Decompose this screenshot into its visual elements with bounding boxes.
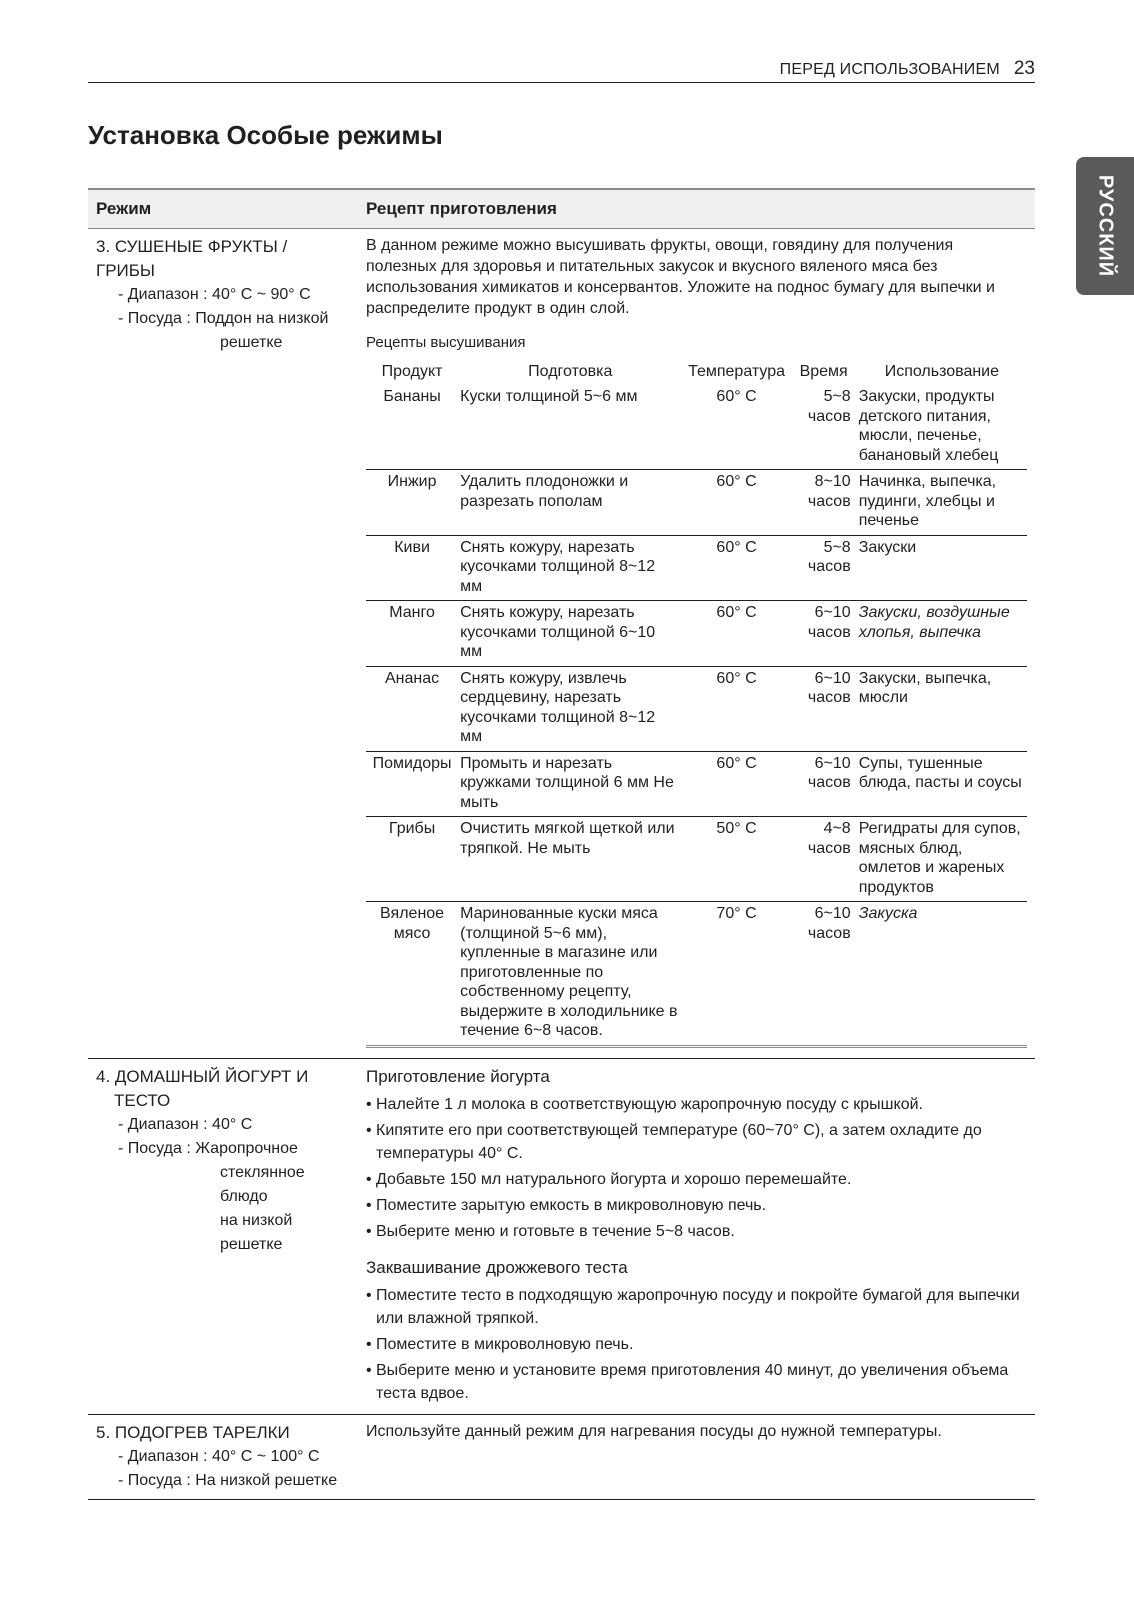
column-header-recipe: Рецепт приготовления (358, 189, 1035, 229)
mode-dish: - Посуда : Жаропрочное (118, 1139, 298, 1157)
list-item: • Поместите в микроволновую печь. (366, 1333, 1027, 1356)
drying-row (366, 817, 1027, 902)
drying-row (366, 385, 1027, 470)
recipe-cell (358, 1058, 1035, 1414)
mode-cell (88, 1414, 358, 1499)
drying-product: Инжир (366, 470, 458, 536)
drying-use: Закуски, выпечка, мюсли (857, 666, 1027, 751)
mode-dish: - Посуда : Поддон на низкой (118, 310, 329, 327)
plate-warming-text: Используйте данный режим для нагревания посуды до нужной температуры. (366, 1422, 942, 1440)
drying-time: 5~8 часов (791, 535, 857, 601)
drying-temp: 50° C (682, 817, 790, 902)
drying-recipes-table (366, 359, 1027, 1048)
drying-product: Бананы (366, 385, 458, 470)
dough-title: Заквашивание дрожжевого теста (366, 1257, 628, 1277)
list-item: • Добавьте 150 мл натурального йогурта и хорошо перемешайте. (366, 1168, 1027, 1191)
list-item: • Поместите тесто в подходящую жаропрочную посуду и покройте бумагой для выпечки или влажной тряпкой. (366, 1284, 1027, 1330)
special-modes-table (88, 188, 1035, 1500)
mode-dish-continued: стеклянное блюдо (220, 1163, 305, 1205)
drying-prep: Снять кожуру, нарезать кусочками толщиной 8~12 мм (458, 535, 682, 601)
list-item: • Налейте 1 л молока в соответствующую жаропрочную посуду с крышкой. (366, 1093, 1027, 1116)
drying-time: 6~10 часов (791, 751, 857, 817)
drying-col-product: Продукт (381, 363, 443, 380)
drying-col-use: Использование (884, 363, 1000, 380)
page-title: Установка Особые режимы (88, 120, 443, 150)
table-header-row (88, 189, 1035, 229)
language-tab-label: РУССКИЙ (1094, 174, 1117, 278)
page-header (88, 56, 1035, 83)
drying-use: Регидраты для супов, мясных блюд, омлетов и жареных продуктов (857, 817, 1027, 902)
drying-use: Закуски, воздушные хлопья, выпечка (857, 601, 1027, 667)
drying-prep: Промыть и нарезать кружками толщиной 6 мм Не мыть (458, 751, 682, 817)
language-tab (1076, 157, 1134, 295)
drying-col-time: Время (799, 363, 848, 380)
yogurt-title: Приготовление йогурта (366, 1066, 550, 1086)
drying-prep: Удалить плодоножки и разрезать пополам (458, 470, 682, 536)
list-item: • Выберите меню и установите время приготовления 40 минут, до увеличения объема теста вдвое. (366, 1359, 1027, 1405)
recipe-intro: В данном режиме можно высушивать фрукты, овощи, говядину для получения полезных для здоровья и питательных закусок и вкусного вяленого мяса без использования химикатов и консервантов. Уложите на поднос бумагу для выпечки и распределите продукт в один слой. (366, 237, 995, 317)
drying-product: Ананас (366, 666, 458, 751)
mode-dish-continued: решетке (220, 334, 283, 351)
drying-row (366, 902, 1027, 1047)
list-item: • Кипятите его при соответствующей температуре (60~70° C), а затем охладите до температуры 40° C. (366, 1119, 1027, 1165)
drying-row (366, 751, 1027, 817)
drying-temp: 60° C (682, 751, 790, 817)
mode-dish-continued: на низкой решетке (220, 1211, 293, 1253)
drying-temp: 60° C (682, 535, 790, 601)
drying-prep: Снять кожуру, нарезать кусочками толщиной 6~10 мм (458, 601, 682, 667)
dough-steps (366, 1284, 1027, 1405)
drying-temp: 60° C (682, 666, 790, 751)
column-header-mode: Режим (88, 189, 358, 229)
recipe-cell (358, 229, 1035, 1059)
yogurt-steps (366, 1093, 1027, 1243)
drying-product: Манго (366, 601, 458, 667)
recipe-cell (358, 1414, 1035, 1499)
list-item: • Выберите меню и готовьте в течение 5~8 часов. (366, 1220, 1027, 1243)
drying-use: Закуска (857, 902, 1027, 1047)
drying-header-row (366, 359, 1027, 385)
mode-row-plate-warming (88, 1414, 1035, 1499)
drying-temp: 60° C (682, 470, 790, 536)
drying-product: Вяленое мясо (366, 902, 458, 1047)
mode-cell (88, 229, 358, 1059)
mode-row-yogurt-dough (88, 1058, 1035, 1414)
drying-row (366, 535, 1027, 601)
list-item: • Поместите зарытую емкость в микроволновую печь. (366, 1194, 1027, 1217)
mode-range: - Диапазон : 40° C (118, 1115, 253, 1133)
drying-use: Закуски (857, 535, 1027, 601)
mode-name: 3. СУШЕНЫЕ ФРУКТЫ / ГРИБЫ (96, 237, 288, 280)
drying-prep: Снять кожуру, извлечь сердцевину, нарезать кусочками толщиной 8~12 мм (458, 666, 682, 751)
mode-range: - Диапазон : 40° C ~ 100° C (118, 1447, 320, 1465)
drying-col-prep: Подготовка (528, 363, 613, 380)
drying-time: 6~10 часов (791, 666, 857, 751)
drying-time: 8~10 часов (791, 470, 857, 536)
mode-name: 4. ДОМАШНЫЙ ЙОГУРТ И (96, 1066, 309, 1086)
mode-name-continued: ТЕСТО (114, 1090, 171, 1110)
drying-row (366, 470, 1027, 536)
mode-row-dried-fruit (88, 229, 1035, 1059)
drying-col-temp: Температура (688, 363, 785, 380)
mode-name: 5. ПОДОГРЕВ ТАРЕЛКИ (96, 1422, 290, 1442)
drying-prep: Очистить мягкой щеткой или тряпкой. Не мыть (458, 817, 682, 902)
drying-prep: Маринованные куски мяса (толщиной 5~6 мм), купленные в магазине или приготовленные по собственному рецепту, выдержите в холодильнике в течение 6~8 часов. (458, 902, 682, 1047)
drying-use: Супы, тушенные блюда, пасты и соусы (857, 751, 1027, 817)
drying-row (366, 601, 1027, 667)
drying-time: 4~8 часов (791, 817, 857, 902)
drying-row (366, 666, 1027, 751)
header-section-title: ПЕРЕД ИСПОЛЬЗОВАНИЕМ (779, 61, 1000, 78)
drying-product: Грибы (366, 817, 458, 902)
drying-product: Помидоры (366, 751, 458, 817)
drying-prep: Куски толщиной 5~6 мм (458, 385, 682, 470)
drying-recipes-title: Рецепты высушивания (366, 334, 526, 351)
drying-time: 6~10 часов (791, 902, 857, 1047)
page-number: 23 (1013, 58, 1035, 79)
drying-time: 5~8 часов (791, 385, 857, 470)
mode-cell (88, 1058, 358, 1414)
drying-use: Закуски, продукты детского питания, мюсли, печенье, банановый хлебец (857, 385, 1027, 470)
drying-use: Начинка, выпечка, пудинги, хлебцы и печенье (857, 470, 1027, 536)
drying-time: 6~10 часов (791, 601, 857, 667)
drying-temp: 60° C (682, 385, 790, 470)
mode-range: - Диапазон : 40° C ~ 90° C (118, 286, 311, 303)
drying-product: Киви (366, 535, 458, 601)
drying-temp: 70° C (682, 902, 790, 1047)
mode-dish: - Посуда : На низкой решетке (118, 1471, 338, 1489)
drying-temp: 60° C (682, 601, 790, 667)
